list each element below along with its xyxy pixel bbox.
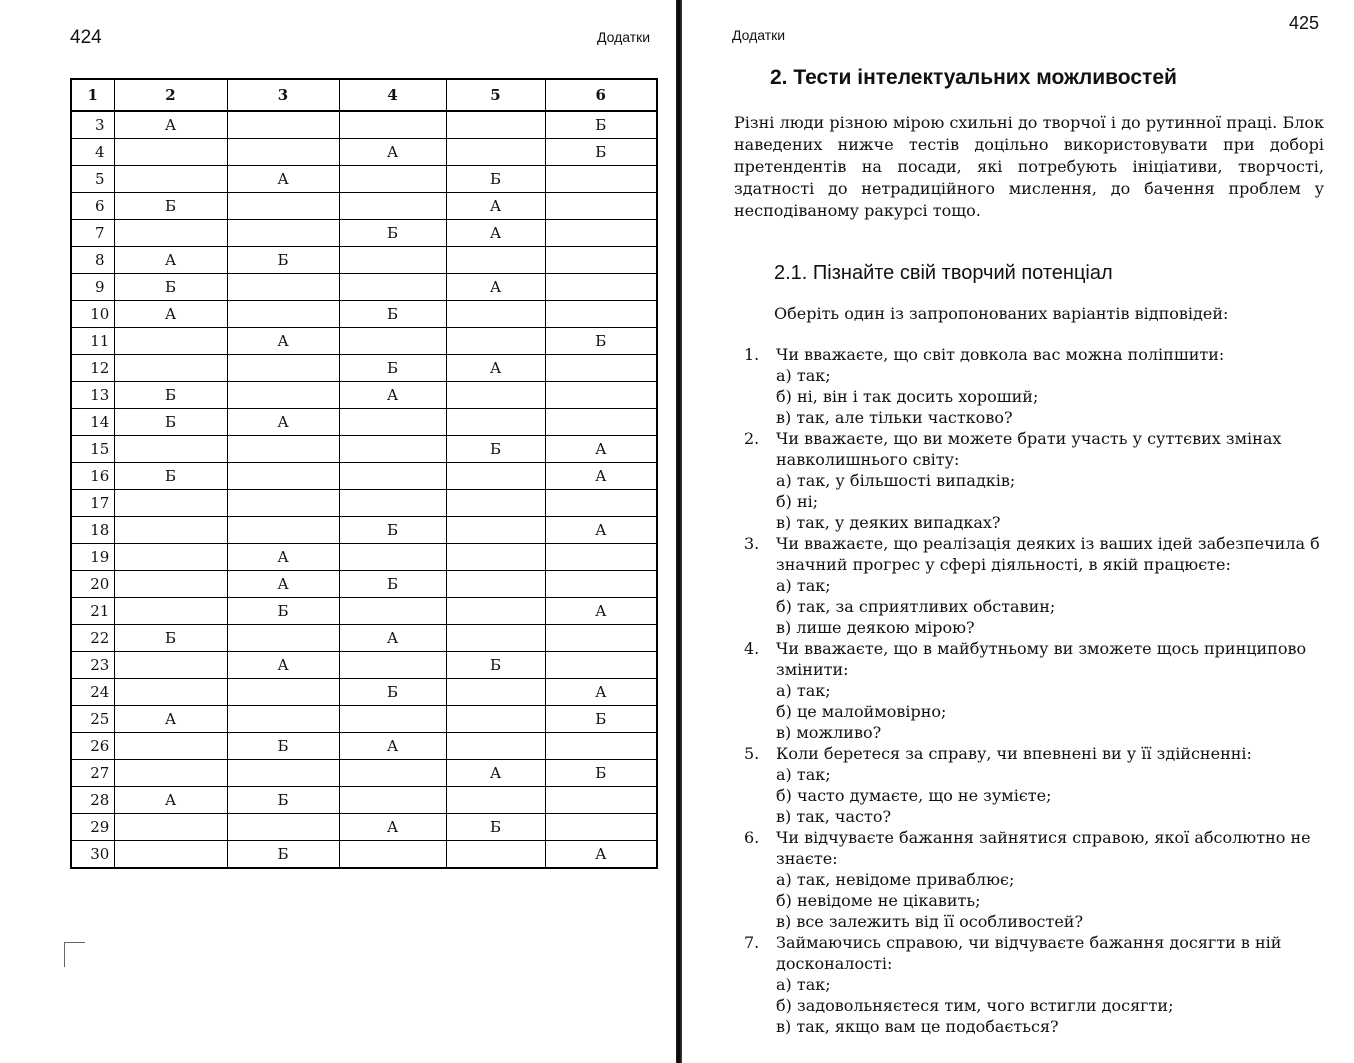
answer-cell <box>339 274 446 301</box>
answer-cell <box>446 463 545 490</box>
answer-cell: Б <box>114 382 227 409</box>
answer-option: а) так; <box>776 765 831 784</box>
table-row <box>71 706 657 733</box>
answer-cell: А <box>227 166 339 193</box>
answer-cell <box>545 166 657 193</box>
question-text: Чи вважаєте, що реалізація деяких із ваших ідей забезпечила б значний прогрес у сфері діяльності, в якій працюєте: <box>776 534 1320 574</box>
intro-paragraph: Різні люди різною мірою схильні до творчої і до рутинної праці. Блок наведених нижче тестів доцільно використовувати при доборі претендентів на посади, які потребують ініціативи, творчості, здатності до нетрадиційного мислення, до бачення проблем у несподіваному ракурсі тощо. <box>734 113 1324 220</box>
answer-cell <box>446 247 545 274</box>
table-row <box>71 463 657 490</box>
answer-cell: Б <box>114 463 227 490</box>
answer-cell <box>545 571 657 598</box>
table-row <box>71 436 657 463</box>
question-number-cell: 24 <box>71 679 114 706</box>
answer-option: б) так, за сприятливих обставин; <box>776 597 1056 616</box>
question-number: 3. <box>744 534 760 553</box>
table-row <box>71 760 657 787</box>
answer-cell: А <box>227 544 339 571</box>
answer-cell: Б <box>446 814 545 841</box>
question-number-cell: 12 <box>71 355 114 382</box>
table-row <box>71 382 657 409</box>
answer-cell: А <box>339 382 446 409</box>
left-page <box>0 0 676 1063</box>
right-page <box>684 0 1354 1063</box>
answer-cell: Б <box>339 571 446 598</box>
question-text: Чи вважаєте, що ви можете брати участь у суттєвих змінах навколишнього світу: <box>776 429 1282 469</box>
answer-cell: А <box>114 706 227 733</box>
answer-cell <box>227 679 339 706</box>
answer-cell: Б <box>227 598 339 625</box>
table-row <box>71 652 657 679</box>
answer-option: б) ні; <box>776 492 819 511</box>
running-head-left: Додатки <box>597 29 651 45</box>
answer-option: в) так, якщо вам це подобається? <box>776 1017 1059 1036</box>
answer-option: в) лише деякою мірою? <box>776 618 975 637</box>
table-row <box>71 598 657 625</box>
answer-cell <box>545 814 657 841</box>
question-item <box>740 638 1340 743</box>
answer-cell <box>545 652 657 679</box>
answer-cell <box>339 706 446 733</box>
answer-option: в) так, але тільки частково? <box>776 408 1013 427</box>
answer-cell <box>227 355 339 382</box>
answer-cell <box>227 760 339 787</box>
answer-cell: Б <box>339 301 446 328</box>
table-row <box>71 814 657 841</box>
table-header-row <box>71 79 657 111</box>
answer-cell: А <box>114 787 227 814</box>
subsection-title: 2.1. Пізнайте свій творчий потенціал <box>774 262 1113 284</box>
answer-cell: А <box>545 436 657 463</box>
question-number-cell: 6 <box>71 193 114 220</box>
answer-cell: А <box>545 598 657 625</box>
answer-cell <box>446 679 545 706</box>
answer-cell <box>339 409 446 436</box>
answer-cell <box>545 382 657 409</box>
question-number-cell: 13 <box>71 382 114 409</box>
question-number-cell: 4 <box>71 139 114 166</box>
question-number-cell: 10 <box>71 301 114 328</box>
book-gutter <box>676 0 682 1063</box>
answer-option: б) це малоймовірно; <box>776 702 947 721</box>
table-row <box>71 220 657 247</box>
answer-cell <box>545 193 657 220</box>
answer-cell <box>339 544 446 571</box>
answer-cell: Б <box>339 517 446 544</box>
question-number-cell: 26 <box>71 733 114 760</box>
answer-cell: А <box>114 301 227 328</box>
question-item <box>740 533 1340 638</box>
answer-cell <box>545 409 657 436</box>
question-number-cell: 14 <box>71 409 114 436</box>
answer-option: б) часто думаєте, що не зумієте; <box>776 786 1052 805</box>
question-number-cell: 30 <box>71 841 114 869</box>
answer-cell <box>114 220 227 247</box>
answer-cell <box>339 841 446 869</box>
answer-cell <box>545 355 657 382</box>
answer-cell <box>227 490 339 517</box>
answer-cell <box>446 409 545 436</box>
answer-cell <box>545 274 657 301</box>
question-number-cell: 9 <box>71 274 114 301</box>
answer-option: б) ні, він і так досить хороший; <box>776 387 1039 406</box>
answer-cell: А <box>545 463 657 490</box>
table-row <box>71 111 657 139</box>
answer-cell <box>545 220 657 247</box>
answer-cell <box>446 139 545 166</box>
answer-cell: А <box>227 409 339 436</box>
table-header-cell: 1 <box>71 79 114 111</box>
answer-cell: А <box>446 193 545 220</box>
answer-cell <box>446 841 545 869</box>
answer-option: в) можливо? <box>776 723 882 742</box>
table-header-cell: 2 <box>114 79 227 111</box>
answer-cell <box>114 760 227 787</box>
answer-cell: Б <box>446 436 545 463</box>
question-number-cell: 19 <box>71 544 114 571</box>
question-item <box>740 932 1340 1037</box>
answer-cell: Б <box>545 760 657 787</box>
question-item <box>740 827 1340 932</box>
question-number-cell: 15 <box>71 436 114 463</box>
answer-cell: Б <box>339 679 446 706</box>
answer-cell <box>114 517 227 544</box>
answer-cell: А <box>114 247 227 274</box>
answer-cell <box>227 463 339 490</box>
answer-cell: Б <box>339 220 446 247</box>
question-number-cell: 25 <box>71 706 114 733</box>
table-row <box>71 166 657 193</box>
table-row <box>71 679 657 706</box>
table-row <box>71 544 657 571</box>
question-list <box>740 344 1340 1037</box>
answer-cell <box>114 652 227 679</box>
answer-cell: Б <box>545 328 657 355</box>
table-row <box>71 328 657 355</box>
table-row <box>71 409 657 436</box>
answer-cell: Б <box>114 625 227 652</box>
question-number-cell: 11 <box>71 328 114 355</box>
answer-cell <box>227 706 339 733</box>
table-row <box>71 841 657 869</box>
answer-cell: Б <box>114 409 227 436</box>
answer-cell <box>446 598 545 625</box>
question-item <box>740 344 1340 428</box>
table-row <box>71 787 657 814</box>
table-row <box>71 517 657 544</box>
answer-option: а) так; <box>776 681 831 700</box>
answer-cell <box>114 436 227 463</box>
question-number-cell: 5 <box>71 166 114 193</box>
question-number: 2. <box>744 429 760 448</box>
question-item <box>740 743 1340 827</box>
answer-cell <box>446 733 545 760</box>
answer-cell: Б <box>114 193 227 220</box>
answer-cell <box>227 193 339 220</box>
answer-cell <box>227 274 339 301</box>
answer-option: в) все залежить від її особливостей? <box>776 912 1084 931</box>
answer-cell: А <box>545 841 657 869</box>
corner-mark <box>64 942 85 967</box>
answer-cell <box>339 787 446 814</box>
section-title: 2. Тести інтелектуальних можливостей <box>770 66 1177 89</box>
answer-cell: Б <box>545 706 657 733</box>
answer-cell <box>114 679 227 706</box>
question-text: Чи вважаєте, що в майбутньому ви зможете щось принципово змінити: <box>776 639 1307 679</box>
answer-cell <box>446 301 545 328</box>
table-header-cell: 4 <box>339 79 446 111</box>
answer-cell <box>545 247 657 274</box>
answer-cell <box>114 544 227 571</box>
table-row <box>71 733 657 760</box>
answer-cell <box>339 436 446 463</box>
answer-option: б) задовольняєтеся тим, чого встигли досягти; <box>776 996 1174 1015</box>
question-number: 4. <box>744 639 760 658</box>
answer-option: а) так, у більшості випадків; <box>776 471 1016 490</box>
answer-cell <box>339 193 446 220</box>
table-row <box>71 247 657 274</box>
answer-option: в) так, часто? <box>776 807 892 826</box>
answer-cell <box>227 436 339 463</box>
answer-cell <box>227 220 339 247</box>
answer-cell: А <box>114 111 227 139</box>
question-number-cell: 22 <box>71 625 114 652</box>
answer-cell <box>114 841 227 869</box>
question-number-cell: 3 <box>71 111 114 139</box>
answer-cell <box>227 517 339 544</box>
answer-cell <box>114 355 227 382</box>
answer-option: б) невідоме не цікавить; <box>776 891 981 910</box>
answer-cell: Б <box>545 139 657 166</box>
answer-cell <box>227 814 339 841</box>
answer-cell <box>446 787 545 814</box>
answer-cell <box>545 733 657 760</box>
answer-option: а) так; <box>776 576 831 595</box>
running-head-right: Додатки <box>732 27 786 43</box>
question-number-cell: 20 <box>71 571 114 598</box>
answer-cell <box>114 166 227 193</box>
question-number-cell: 21 <box>71 598 114 625</box>
answer-cell: А <box>339 814 446 841</box>
answer-cell: А <box>446 355 545 382</box>
question-number: 7. <box>744 933 760 952</box>
answer-cell <box>446 625 545 652</box>
answer-cell <box>227 301 339 328</box>
answer-cell <box>339 490 446 517</box>
question-number-cell: 18 <box>71 517 114 544</box>
answer-cell <box>114 571 227 598</box>
answer-cell: А <box>227 328 339 355</box>
question-text: Чи вважаєте, що світ довкола вас можна поліпшити: <box>776 345 1225 364</box>
answer-cell: А <box>227 652 339 679</box>
answer-cell <box>446 706 545 733</box>
answer-cell: Б <box>545 111 657 139</box>
table-row <box>71 193 657 220</box>
question-number-cell: 16 <box>71 463 114 490</box>
question-text: Коли беретеся за справу, чи впевнені ви у її здійсненні: <box>776 744 1252 763</box>
answer-cell <box>446 328 545 355</box>
answer-cell: Б <box>446 652 545 679</box>
answer-cell <box>339 166 446 193</box>
page-number-right: 425 <box>1289 13 1320 33</box>
answer-key-table <box>70 78 658 869</box>
answer-cell: А <box>446 274 545 301</box>
answer-cell: А <box>545 517 657 544</box>
answer-cell: А <box>339 625 446 652</box>
table-row <box>71 490 657 517</box>
answer-cell: А <box>339 139 446 166</box>
question-text: Чи відчуваєте бажання зайнятися справою, якої абсолютно не знаєте: <box>776 828 1311 868</box>
question-number-cell: 23 <box>71 652 114 679</box>
table-row <box>71 274 657 301</box>
question-number-cell: 27 <box>71 760 114 787</box>
answer-cell <box>339 760 446 787</box>
answer-cell: Б <box>227 841 339 869</box>
answer-cell <box>114 814 227 841</box>
answer-cell: А <box>227 571 339 598</box>
answer-cell <box>339 247 446 274</box>
question-number: 6. <box>744 828 760 847</box>
answer-cell <box>339 598 446 625</box>
answer-cell: А <box>446 220 545 247</box>
answer-cell <box>114 598 227 625</box>
question-number-cell: 17 <box>71 490 114 517</box>
answer-cell: Б <box>114 274 227 301</box>
table-row <box>71 139 657 166</box>
answer-cell <box>227 382 339 409</box>
question-number-cell: 8 <box>71 247 114 274</box>
table-row <box>71 355 657 382</box>
answer-cell: Б <box>446 166 545 193</box>
answer-cell <box>446 544 545 571</box>
table-body <box>71 111 657 868</box>
answer-cell <box>114 490 227 517</box>
answer-cell <box>114 139 227 166</box>
answer-cell <box>446 571 545 598</box>
answer-cell <box>339 111 446 139</box>
answer-option: в) так, у деяких випадках? <box>776 513 1001 532</box>
answer-cell <box>545 490 657 517</box>
question-number: 1. <box>744 345 760 364</box>
answer-cell: Б <box>227 733 339 760</box>
table-row <box>71 625 657 652</box>
table-header-cell: 6 <box>545 79 657 111</box>
instruction-text: Оберіть один із запропонованих варіантів відповідей: <box>774 304 1229 323</box>
answer-cell: А <box>339 733 446 760</box>
answer-option: а) так; <box>776 975 831 994</box>
answer-cell <box>227 625 339 652</box>
question-number-cell: 7 <box>71 220 114 247</box>
answer-cell <box>545 625 657 652</box>
question-number-cell: 29 <box>71 814 114 841</box>
answer-cell <box>114 733 227 760</box>
answer-cell <box>545 544 657 571</box>
table-row <box>71 571 657 598</box>
answer-cell <box>446 382 545 409</box>
answer-cell <box>446 490 545 517</box>
answer-cell: А <box>446 760 545 787</box>
answer-cell <box>545 787 657 814</box>
answer-cell <box>227 139 339 166</box>
question-number-cell: 28 <box>71 787 114 814</box>
answer-cell <box>545 301 657 328</box>
answer-cell: Б <box>227 247 339 274</box>
question-text: Займаючись справою, чи відчуваєте бажання досягти в ній досконалості: <box>776 933 1282 973</box>
answer-cell: Б <box>339 355 446 382</box>
answer-cell <box>446 517 545 544</box>
page-number-left: 424 <box>70 27 102 48</box>
table-row <box>71 301 657 328</box>
answer-cell <box>339 328 446 355</box>
answer-cell: Б <box>227 787 339 814</box>
answer-cell <box>227 111 339 139</box>
table-header-cell: 5 <box>446 79 545 111</box>
answer-cell <box>339 652 446 679</box>
answer-option: а) так, невідоме приваблює; <box>776 870 1015 889</box>
table-header-cell: 3 <box>227 79 339 111</box>
answer-cell <box>339 463 446 490</box>
question-number: 5. <box>744 744 760 763</box>
question-item <box>740 428 1340 533</box>
answer-option: а) так; <box>776 366 831 385</box>
answer-cell <box>114 328 227 355</box>
answer-cell: А <box>545 679 657 706</box>
answer-cell <box>446 111 545 139</box>
